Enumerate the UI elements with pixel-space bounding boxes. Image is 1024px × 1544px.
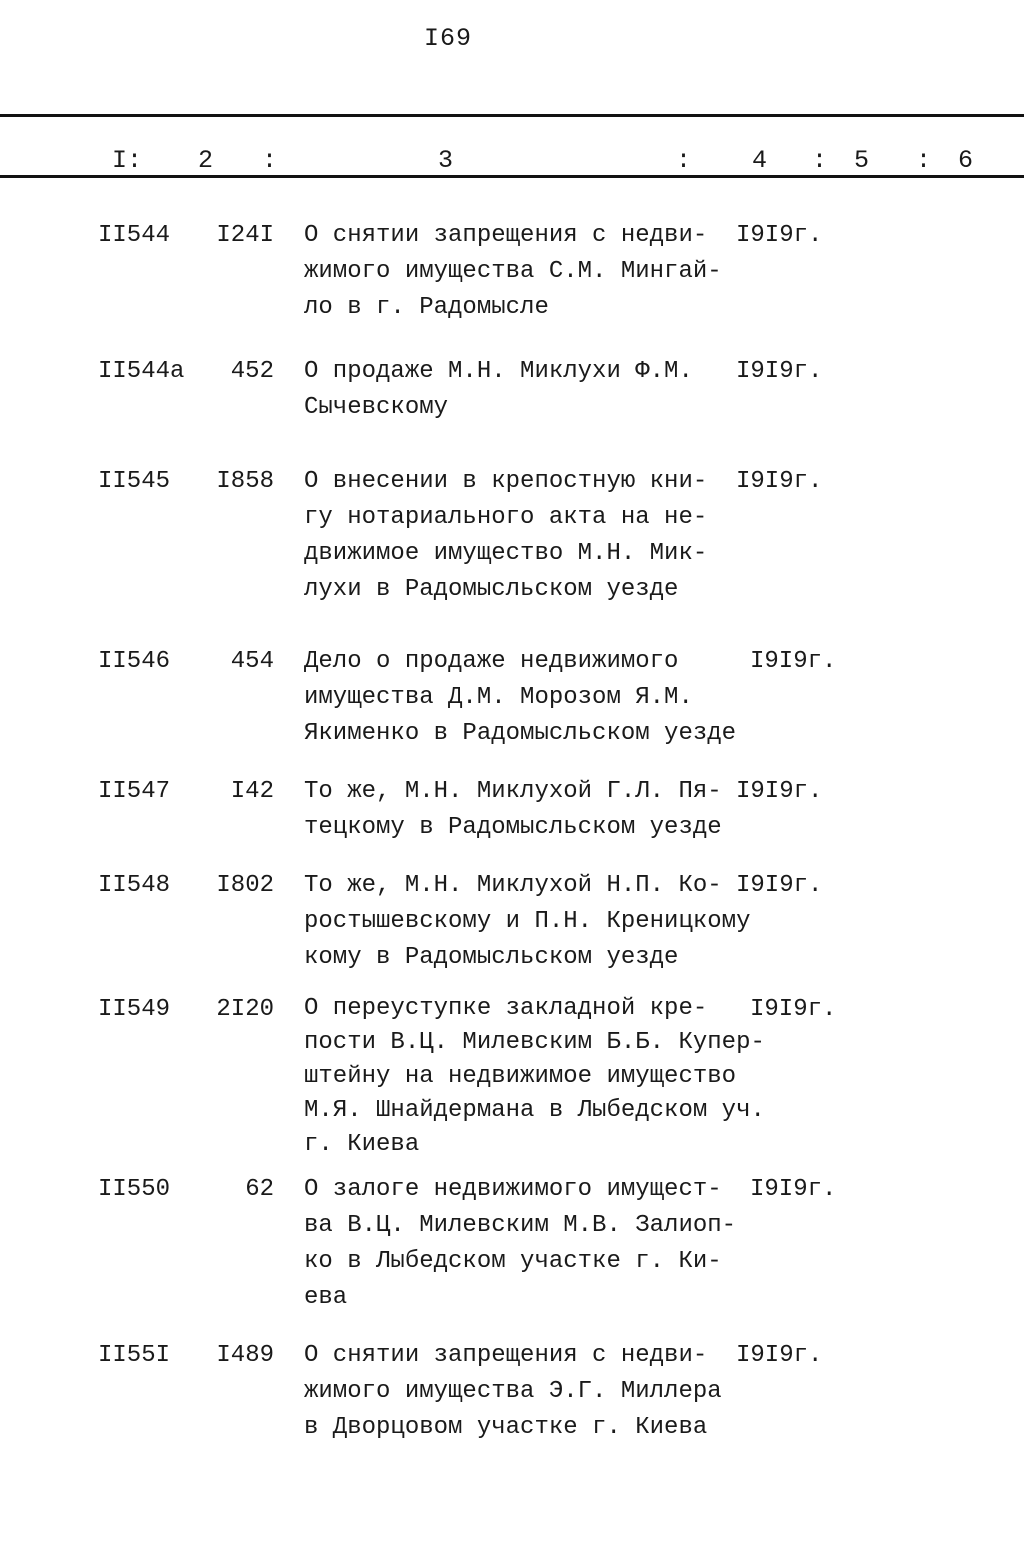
page-number: I69 (424, 24, 473, 53)
header-col-3: 3 (438, 146, 454, 175)
entry-title-line: То же, М.Н. Миклухой Н.П. Ко- (304, 872, 722, 899)
entry-title-line: ко в Лыбедском участке г. Ки- (304, 1248, 722, 1275)
entry-year: I9I9г. (750, 996, 837, 1023)
entry-sheet-count: 452 (230, 358, 274, 385)
column-header-row (0, 146, 1024, 176)
header-col-1: I: (112, 146, 143, 175)
entry-sheet-count: I489 (216, 1342, 274, 1369)
entry-title-line: ростышевскому и П.Н. Креницкому (304, 908, 751, 935)
entry-sheet-count: I24I (216, 222, 274, 249)
entry-sheet-count: I858 (216, 468, 274, 495)
entry-title-line: Якименко в Радомысльском уезде (304, 720, 737, 747)
entry-title-line: Сычевскому (304, 394, 449, 421)
entry-title-line: кому в Радомысльском уезде (304, 944, 679, 971)
entry-sheet-count: 62 (245, 1176, 274, 1203)
entry-title (304, 464, 707, 608)
entry-number: II547 (98, 778, 171, 805)
entry-title-line: жимого имущества С.М. Мингай- (304, 258, 722, 285)
entry-title (304, 992, 765, 1162)
entry-title (304, 1172, 736, 1316)
entry-number: II544а (98, 358, 185, 385)
entry-title-line: О переуступке закладной кре- (304, 995, 708, 1022)
entry-year: I9I9г. (736, 358, 823, 385)
entry-title-line: Дело о продаже недвижимого (304, 648, 679, 675)
entry-title-line: То же, М.Н. Миклухой Г.Л. Пя- (304, 778, 722, 805)
entry-title-line: О снятии запрещения с недви- (304, 222, 708, 249)
entry-title-line: ева (304, 1284, 348, 1311)
entry-title-line: в Дворцовом участке г. Киева (304, 1414, 708, 1441)
entry-title-line: штейну на недвижимое имущество (304, 1063, 737, 1090)
entry-number: II548 (98, 872, 171, 899)
entry-title-line: г. Киева (304, 1131, 420, 1158)
entry-year: I9I9г. (736, 778, 823, 805)
entry-year: I9I9г. (736, 222, 823, 249)
entry-title-line: гу нотариального акта на не- (304, 504, 708, 531)
entry-title (304, 1338, 722, 1446)
entry-year: I9I9г. (750, 1176, 837, 1203)
entry-number: II545 (98, 468, 171, 495)
header-col-4: 4 (752, 146, 768, 175)
header-separator: : (262, 146, 278, 175)
entry-title (304, 868, 750, 976)
entry-title-line: О продаже М.Н. Миклухи Ф.М. (304, 358, 693, 385)
header-top-rule (0, 114, 1024, 117)
entry-title (304, 354, 693, 426)
header-separator: : (676, 146, 692, 175)
entry-title-line: лухи в Радомысльском уезде (304, 576, 679, 603)
entry-title-line: пости В.Ц. Милевским Б.Б. Купер- (304, 1029, 765, 1056)
entry-number: II544 (98, 222, 171, 249)
entry-year: I9I9г. (736, 872, 823, 899)
entry-title-line: М.Я. Шнайдермана в Лыбедском уч. (304, 1097, 765, 1124)
entry-title-line: жимого имущества Э.Г. Миллера (304, 1378, 722, 1405)
entry-title-line: О внесении в крепостную кни- (304, 468, 708, 495)
header-separator: : (916, 146, 932, 175)
entry-year: I9I9г. (750, 648, 837, 675)
entry-sheet-count: I42 (230, 778, 274, 805)
entry-title-line: ва В.Ц. Милевским М.В. Залиоп- (304, 1212, 737, 1239)
entry-title (304, 774, 722, 846)
header-col-2: 2 (198, 146, 214, 175)
entry-number: II550 (98, 1176, 171, 1203)
entry-title-line: тецкому в Радомысльском уезде (304, 814, 722, 841)
entry-number: II549 (98, 996, 171, 1023)
entry-title-line: ло в г. Радомысле (304, 294, 549, 321)
entry-title-line: О снятии запрещения с недви- (304, 1342, 708, 1369)
entry-sheet-count: I802 (216, 872, 274, 899)
entry-title (304, 218, 722, 326)
entry-year: I9I9г. (736, 468, 823, 495)
header-bottom-rule (0, 175, 1024, 178)
header-col-6: 6 (958, 146, 974, 175)
entry-title (304, 644, 736, 752)
entry-title-line: движимое имущество М.Н. Мик- (304, 540, 708, 567)
entry-sheet-count: 454 (230, 648, 274, 675)
entry-number: II55I (98, 1342, 171, 1369)
entry-sheet-count: 2I20 (216, 996, 274, 1023)
entry-year: I9I9г. (736, 1342, 823, 1369)
entry-number: II546 (98, 648, 171, 675)
header-col-5: 5 (854, 146, 870, 175)
header-separator: : (812, 146, 828, 175)
entry-title-line: имущества Д.М. Морозом Я.М. (304, 684, 693, 711)
entry-title-line: О залоге недвижимого имущест- (304, 1176, 722, 1203)
